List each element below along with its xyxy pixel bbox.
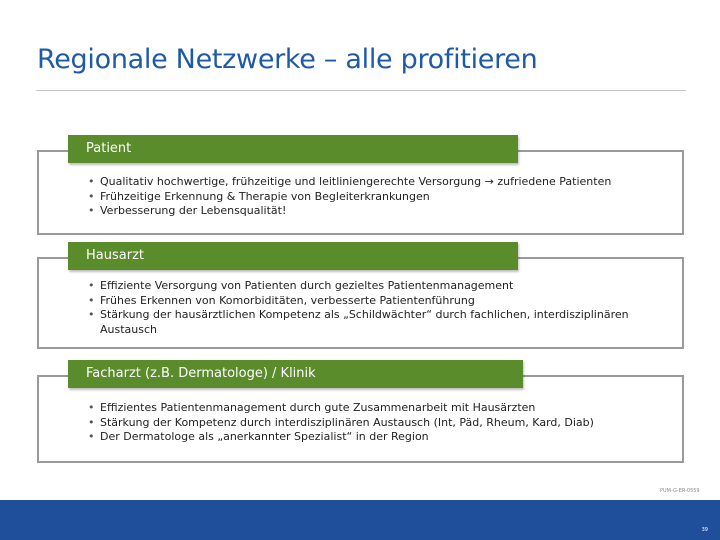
list-item: • Der Dermatologe als „anerkannter Spezialist“ in der Region — [88, 430, 429, 443]
footer-bar — [0, 500, 720, 540]
bullet-list-patient — [86, 175, 642, 234]
bullet-list-hausarzt — [86, 279, 642, 337]
list-item: • Verbesserung der Lebensqualität! — [88, 204, 287, 217]
list-item: • Stärkung der Kompetenz durch interdisziplinären Austausch (Int, Päd, Rheum, Kard, Diab) — [88, 415, 594, 429]
list-item: • Stärkung der hausärztlichen Kompetenz als „Schildwächter“ durch fachlichen, interdisziplinären Austausch — [88, 308, 629, 336]
slide-title: Regionale Netzwerke – alle profitieren — [37, 44, 538, 75]
document-code: PUM-G-ER-0559 — [660, 488, 700, 494]
list-item: • Effiziente Versorgung von Patienten durch gezieltes Patientenmanagement — [88, 279, 514, 292]
list-item: • Frühes Erkennen von Komorbiditäten, verbesserte Patientenführung — [88, 293, 475, 307]
list-item: • Qualitativ hochwertige, frühzeitige und leitliniengerechte Versorgung → zufriedene Patienten — [88, 175, 612, 188]
panel-hausarzt — [37, 248, 684, 349]
panel-patient — [37, 141, 684, 235]
panel-header-patient: Patient — [68, 135, 518, 163]
list-item: • Effizientes Patientenmanagement durch gute Zusammenarbeit mit Hausärzten — [88, 401, 536, 414]
panel-header-hausarzt: Hausarzt — [68, 242, 518, 270]
list-item: • Frühzeitige Erkennung & Therapie von Begleiterkrankungen — [88, 189, 430, 203]
title-divider — [36, 90, 686, 91]
bullet-list-facharzt — [86, 401, 642, 445]
page-number: 39 — [701, 527, 708, 533]
panel-facharzt — [37, 366, 684, 463]
panel-header-facharzt: Facharzt (z.B. Dermatologe) / Klinik — [68, 360, 523, 388]
